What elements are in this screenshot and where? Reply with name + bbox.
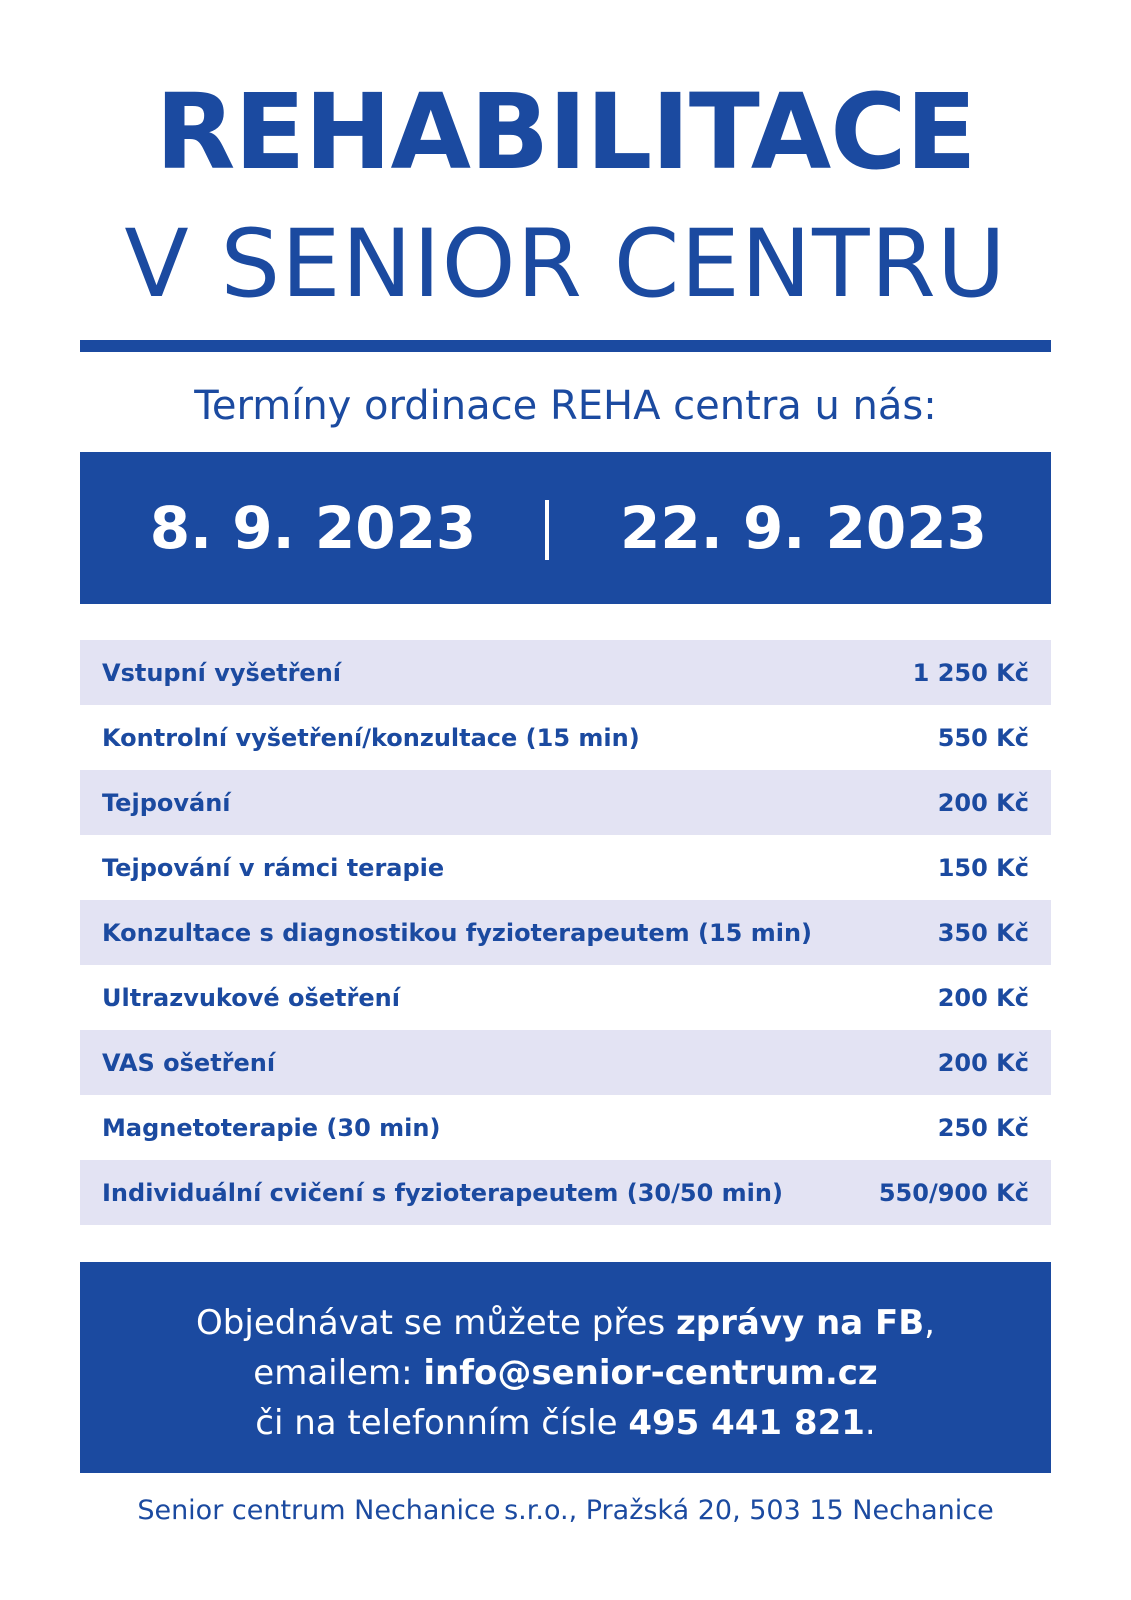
service-name: Tejpování [102,788,231,817]
footer-address: Senior centrum Nechanice s.r.o., Pražská 20, 503 15 Nechanice [137,1495,994,1526]
page-title: REHABILITACE [155,71,976,193]
price-row [80,1095,1051,1160]
schedule-date-1: 8. 9. 2023 [149,494,477,562]
schedule-dates-banner [80,452,1051,604]
service-name: Konzultace s diagnostikou fyzioterapeutem (15 min) [102,918,813,947]
service-price: 200 Kč [937,788,1029,817]
price-list [80,640,1051,1225]
service-name: Individuální cvičení s fyzioterapeutem (30/50 min) [102,1178,783,1207]
contact-phone-link[interactable]: 495 441 821 [628,1403,865,1443]
price-row [80,965,1051,1030]
service-price: 350 Kč [937,918,1029,947]
contact-phone-text: či na telefonním čísle [255,1403,629,1443]
contact-line-fb [80,1298,1051,1348]
contact-box [80,1262,1051,1473]
service-name: Magnetoterapie (30 min) [102,1113,441,1142]
contact-email-text: emailem: [253,1353,424,1393]
price-row [80,770,1051,835]
schedule-heading: Termíny ordinace REHA centra u nás: [194,383,937,429]
service-price: 200 Kč [937,1048,1029,1077]
service-name: Ultrazvukové ošetření [102,983,400,1012]
service-price: 550/900 Kč [878,1178,1029,1207]
price-row [80,1160,1051,1225]
price-row [80,705,1051,770]
service-name: Vstupní vyšetření [102,658,342,687]
service-price: 1 250 Kč [912,658,1029,687]
contact-fb-text: Objednávat se můžete přes [196,1303,676,1343]
contact-email-link[interactable]: info@senior-centrum.cz [423,1353,878,1393]
contact-phone-end: . [864,1403,876,1443]
contact-line-email [80,1348,1051,1398]
contact-fb-end: , [924,1303,935,1343]
service-name: Kontrolní vyšetření/konzultace (15 min) [102,723,640,752]
service-price: 550 Kč [937,723,1029,752]
date-separator [545,500,549,560]
page-subtitle: V SENIOR CENTRU [124,210,1007,319]
contact-fb-link[interactable]: zprávy na FB [676,1303,925,1343]
schedule-date-2: 22. 9. 2023 [620,494,987,562]
service-name: Tejpování v rámci terapie [102,853,445,882]
price-row [80,1030,1051,1095]
service-price: 250 Kč [937,1113,1029,1142]
price-row [80,640,1051,705]
price-row [80,900,1051,965]
service-price: 200 Kč [937,983,1029,1012]
service-price: 150 Kč [937,853,1029,882]
price-row [80,835,1051,900]
service-name: VAS ošetření [102,1048,276,1077]
title-divider [80,340,1051,352]
contact-line-phone [80,1398,1051,1448]
